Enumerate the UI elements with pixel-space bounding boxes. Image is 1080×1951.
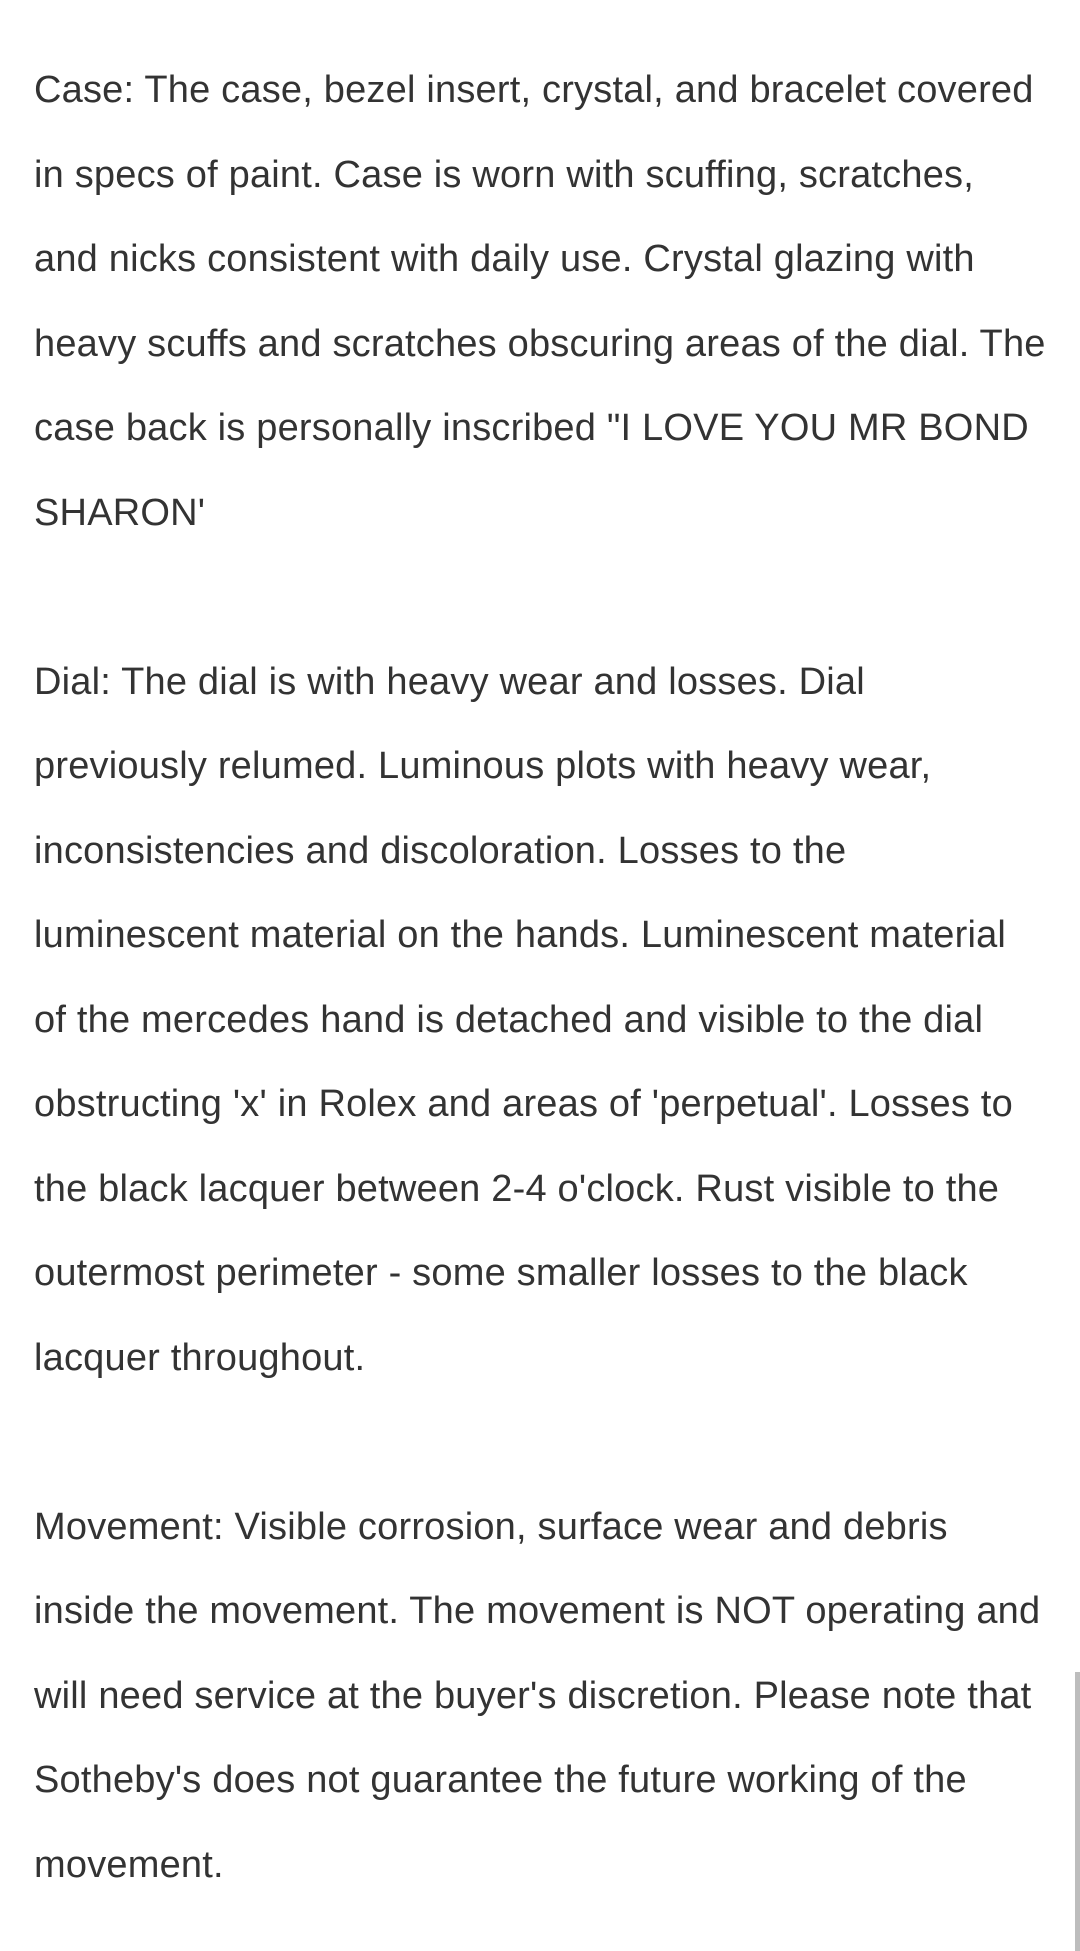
vertical-scrollbar[interactable] (1075, 1672, 1080, 1951)
dial-condition-paragraph: Dial: The dial is with heavy wear and losses. Dial previously relumed. Luminous plots with heavy wear, inconsistencies and discoloration. Losses to the luminescent material on the hands. Luminescent material of the mercedes hand is detached and visible to the dial obstructing 'x' in Rolex and areas of 'perpetual'. Losses to the black lacquer between 2-4 o'clock. Rust visible to the outermost perimeter - some smaller losses to the black lacquer throughout. (34, 660, 1013, 1379)
movement-condition-paragraph: Movement: Visible corrosion, surface wear and debris inside the movement. The movement is NOT operating and will need service at the buyer's discretion. Please note that Sotheby's does not guarantee the future working of the movement. (34, 1505, 1041, 1886)
case-condition-paragraph: Case: The case, bezel insert, crystal, and bracelet covered in specs of paint. Case is worn with scuffing, scratches, and nicks consistent with daily use. Crystal glazing with heavy scuffs and scratches obscuring areas of the dial. The case back is personally inscribed "I LOVE YOU MR BOND SHARON' (34, 69, 1046, 534)
